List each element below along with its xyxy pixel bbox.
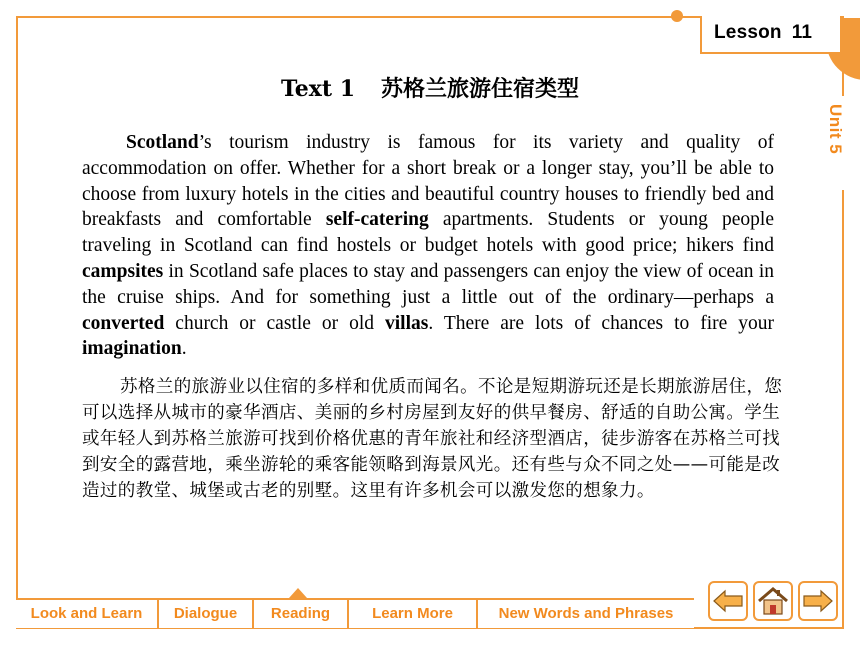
english-text: ’s tourism industry is famous for its variety and quality of accommodation on offer. Whether for a short break or a longer stay, you’ll be able to choose from luxury hotels in the cities and beautiful country houses to friendly bed and breakfasts and comfortable [82,132,774,231]
bottom-nav [16,598,694,628]
unit-label: Unit 5 [826,104,845,155]
english-text: . There are lots of chances to fire your [428,312,775,334]
english-text: . [181,338,187,360]
english-text: apartments. Students or young people traveling in Scotland can find hostels or budget hotels with good price; hikers find [82,209,774,257]
frame-notch [671,10,683,22]
home-button[interactable] [753,581,793,621]
active-tab-pointer [289,588,307,598]
keyword-converted: converted [82,312,165,334]
nav-learn-more[interactable]: Learn More [349,600,478,628]
nav-dialogue[interactable]: Dialogue [159,600,254,628]
page-title [0,72,860,103]
english-text: church or castle or old [164,312,385,334]
nav-new-words-and-phrases[interactable]: New Words and Phrases [498,605,674,622]
nav-reading[interactable]: Reading [254,600,349,628]
home-icon [757,586,789,616]
english-paragraph [82,130,774,362]
keyword-self-catering: self-catering [325,209,429,231]
lesson-number: 11 [791,22,813,43]
nav-look-and-learn[interactable]: Look and Learn [16,600,159,628]
back-button[interactable] [708,581,748,621]
keyword-campsites: campsites [82,260,164,282]
left-arrow-icon [712,589,744,613]
lesson-word: Lesson [714,22,782,43]
lesson-label [714,22,812,44]
title-chinese: 苏格兰旅游住宿类型 [381,77,580,102]
forward-button[interactable] [798,581,838,621]
title-text-label: Text 1 [280,76,356,102]
right-arrow-icon [802,589,834,613]
keyword-imagination: imagination [82,338,182,360]
english-text: in Scotland safe places to stay and passengers can enjoy the view of ocean in the cruise ships. And for something just a little out of the ordinary—perhaps a [82,260,774,308]
keyword-villas: villas [385,312,429,334]
chinese-paragraph: 苏格兰的旅游业以住宿的多样和优质而闻名。不论是短期游玩还是长期旅游居住，您可以选择从城市的豪华酒店、美丽的乡村房屋到友好的供早餐房、舒适的自助公寓。学生或年轻人到苏格兰旅游可找到价格优惠的青年旅社和经济型酒店，徒步游客在苏格兰可找到安全的露营地，乘坐游轮的乘客能领略到海景风光。还有些与众不同之处——可能是改造过的教堂、城堡或古老的别墅。这里有许多机会可以激发您的想象力。 [82,377,783,501]
keyword-scotland: Scotland [126,132,199,153]
